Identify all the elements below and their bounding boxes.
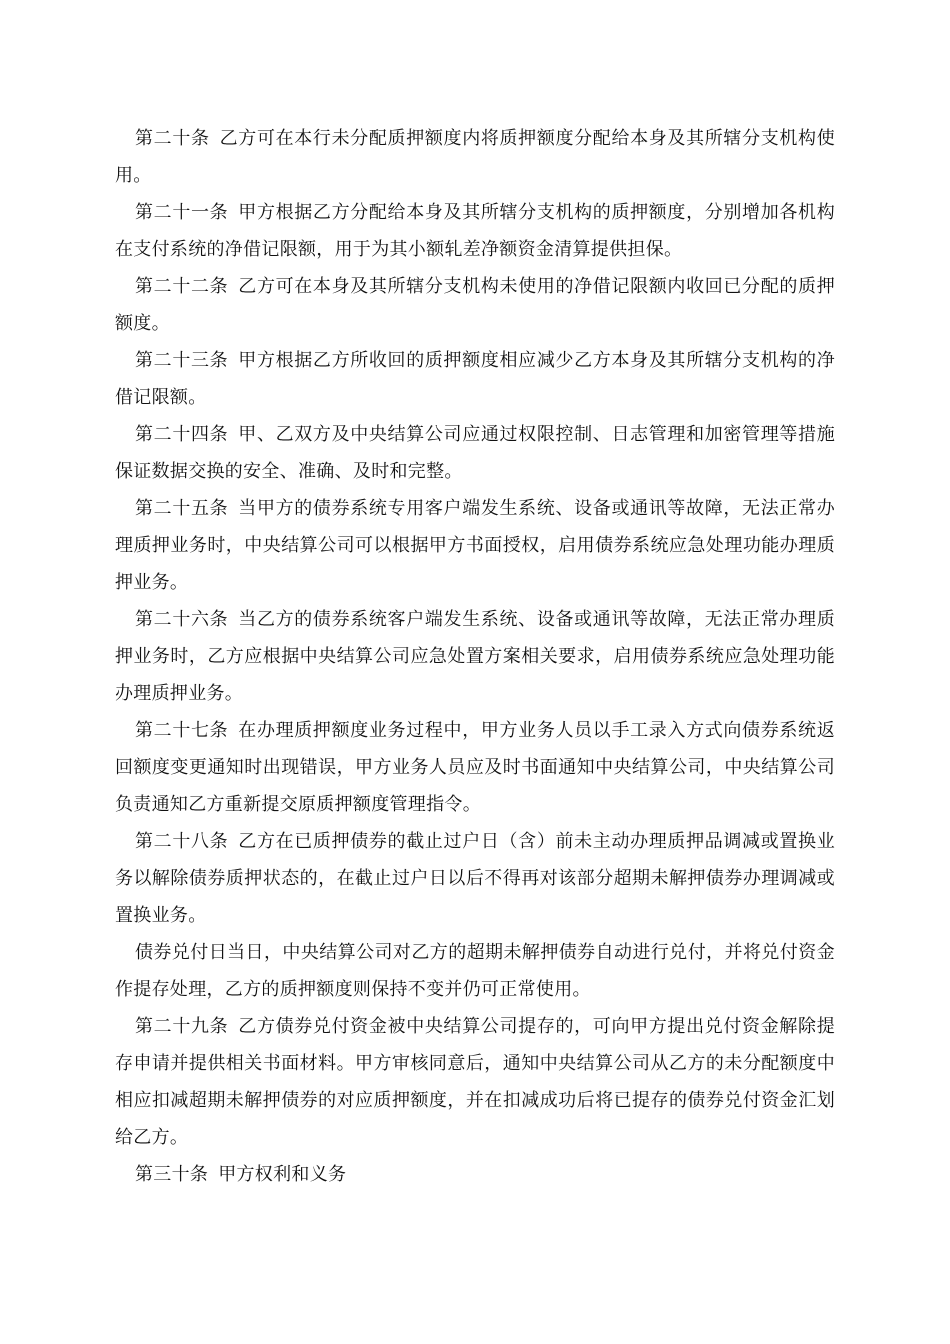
article-text: 乙方在已质押债券的截止过户日（含）前未主动办理质押品调减或置换业务以解除债券质押状态的，在截止过户日以后不得再对该部分超期未解押债券办理调减或置换业务。 xyxy=(115,831,835,926)
article-number: 第二十八条 xyxy=(135,831,229,852)
article-20 xyxy=(115,120,835,194)
article-24 xyxy=(115,416,835,490)
article-text: 乙方可在本身及其所辖分支机构未使用的净借记限额内收回已分配的质押额度。 xyxy=(115,276,835,334)
article-number: 第二十七条 xyxy=(135,720,229,741)
article-30 xyxy=(115,1156,835,1193)
article-number: 第二十六条 xyxy=(135,609,229,630)
article-text: 当乙方的债券系统客户端发生系统、设备或通讯等故障，无法正常办理质押业务时，乙方应根据中央结算公司应急处置方案相关要求，启用债券系统应急处理功能办理质押业务。 xyxy=(115,609,835,704)
article-number: 第二十三条 xyxy=(135,350,229,371)
article-27 xyxy=(115,712,835,823)
article-text: 乙方债券兑付资金被中央结算公司提存的，可向甲方提出兑付资金解除提存申请并提供相关书面材料。甲方审核同意后，通知中央结算公司从乙方的未分配额度中相应扣减超期未解押债券的对应质押额度，并在扣减成功后将已提存的债券兑付资金汇划给乙方。 xyxy=(115,1016,835,1148)
article-text: 当甲方的债券系统专用客户端发生系统、设备或通讯等故障，无法正常办理质押业务时，中央结算公司可以根据甲方书面授权，启用债券系统应急处理功能办理质押业务。 xyxy=(115,498,835,593)
article-number: 第二十二条 xyxy=(135,276,229,297)
article-text: 甲、乙双方及中央结算公司应通过权限控制、日志管理和加密管理等措施保证数据交换的安全、准确、及时和完整。 xyxy=(115,424,835,482)
article-25 xyxy=(115,490,835,601)
article-text: 乙方可在本行未分配质押额度内将质押额度分配给本身及其所辖分支机构使用。 xyxy=(115,128,835,186)
article-number: 第二十四条 xyxy=(135,424,229,445)
article-text: 在办理质押额度业务过程中，甲方业务人员以手工录入方式向债券系统返回额度变更通知时出现错误，甲方业务人员应及时书面通知中央结算公司，中央结算公司负责通知乙方重新提交原质押额度管理指令。 xyxy=(115,720,835,815)
article-number: 第二十九条 xyxy=(135,1016,229,1037)
article-21 xyxy=(115,194,835,268)
article-22 xyxy=(115,268,835,342)
article-text: 甲方权利和义务 xyxy=(218,1164,347,1185)
article-number: 第二十一条 xyxy=(135,202,229,223)
article-text: 甲方根据乙方所收回的质押额度相应减少乙方本身及其所辖分支机构的净借记限额。 xyxy=(115,350,835,408)
article-28-continuation xyxy=(115,934,835,1008)
article-number: 第二十条 xyxy=(135,128,210,149)
article-text: 甲方根据乙方分配给本身及其所辖分支机构的质押额度，分别增加各机构在支付系统的净借记限额，用于为其小额轧差净额资金清算提供担保。 xyxy=(115,202,835,260)
article-28 xyxy=(115,823,835,934)
document-page xyxy=(115,120,835,1193)
article-23 xyxy=(115,342,835,416)
article-number: 第二十五条 xyxy=(135,498,229,519)
article-26 xyxy=(115,601,835,712)
article-number: 第三十条 xyxy=(135,1164,209,1185)
paragraph-text: 债券兑付日当日，中央结算公司对乙方的超期未解押债券自动进行兑付，并将兑付资金作提存处理，乙方的质押额度则保持不变并仍可正常使用。 xyxy=(115,942,835,1000)
article-29 xyxy=(115,1008,835,1156)
